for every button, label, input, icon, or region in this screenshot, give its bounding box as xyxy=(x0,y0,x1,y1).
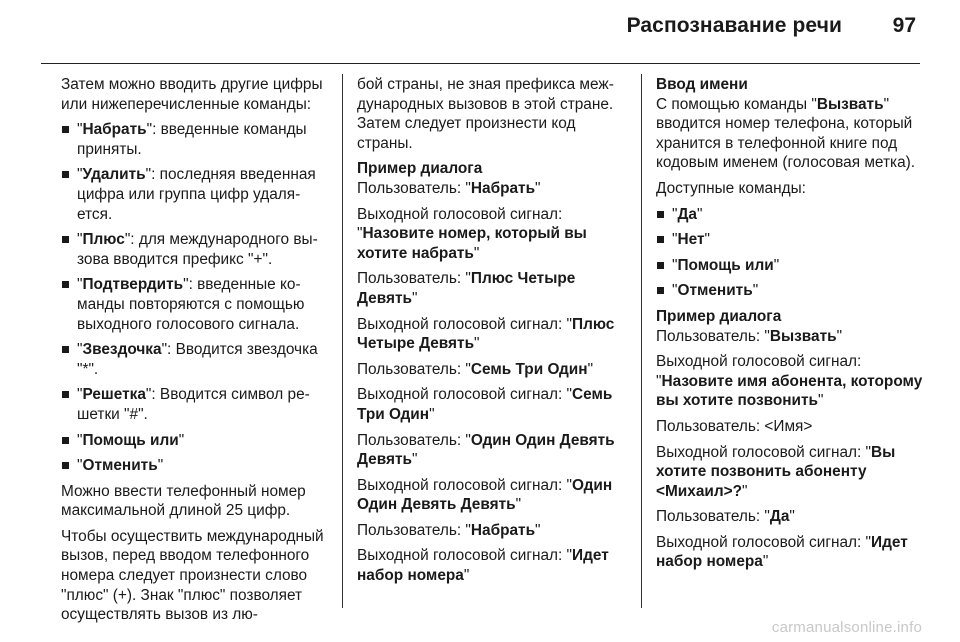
command-name: Решетка xyxy=(82,386,146,404)
command-name: Отменить xyxy=(677,282,753,300)
bullet-icon xyxy=(62,236,69,243)
column-divider xyxy=(641,74,642,608)
column-divider xyxy=(342,74,343,608)
list-item: "Удалить": последняя введенная цифра или группа цифр удаляется. xyxy=(61,165,327,224)
dialog-line: Пользователь: <Имя> xyxy=(656,417,813,435)
list-item: "Помощь или" xyxy=(656,256,924,276)
command-name: Звездочка xyxy=(82,341,162,359)
list-item: "Звездочка": Вводится звездочка "*". xyxy=(61,340,327,379)
dialog-line: Выходной голосовой сигнал: "Назовите номер, который вы хотите набрать" xyxy=(357,205,587,262)
bullet-icon xyxy=(657,262,664,269)
dialog-line: Пользователь: "Да" xyxy=(656,508,795,526)
column-2 xyxy=(357,75,629,592)
dialog-line: Пользователь: "Плюс Четыре Девять" xyxy=(357,270,576,307)
command-name: Помощь или xyxy=(677,256,774,274)
bullet-icon xyxy=(657,236,664,243)
command-name: Плюс xyxy=(82,231,125,249)
section-heading: Ввод имени xyxy=(656,76,748,93)
dialog-line: Пользователь: "Семь Три Один" xyxy=(357,360,594,378)
dialog-line: Выходной голосовой сигнал: "Плюс Четыре Девять" xyxy=(357,315,615,353)
body-paragraph: Доступные команды: xyxy=(656,179,806,197)
dialog-line: Пользователь: "Один Один Девять Девять" xyxy=(357,431,615,469)
bullet-icon xyxy=(62,391,69,398)
body-paragraph: С помощью команды "Вызвать" вводится номер телефона, который хранится в телефонной книге под кодовым именем (голосовая метка). xyxy=(656,95,916,172)
command-name: Удалить xyxy=(82,166,146,184)
list-item: "Нет" xyxy=(656,230,924,250)
bullet-icon xyxy=(657,287,664,294)
dialog-line: Выходной голосовой сигнал: "Идет набор номера" xyxy=(656,533,908,571)
dialog-line: Выходной голосовой сигнал: "Назовите имя абонента, которому вы хотите позвонить" xyxy=(656,353,923,410)
dialog-line: Выходной голосовой сигнал: "Семь Три Один" xyxy=(357,386,613,423)
command-name: Набрать xyxy=(82,121,147,139)
header-divider xyxy=(41,63,920,64)
command-list xyxy=(61,120,327,476)
bullet-icon xyxy=(62,437,69,444)
bullet-icon xyxy=(62,126,69,133)
dialog-line: Пользователь: "Набрать" xyxy=(357,521,541,539)
list-item: "Подтвердить": введенные команды повторяются с помощью выходного голосового сигнала. xyxy=(61,275,327,334)
body-paragraph: Можно ввести телефонный номер максимальной длиной 25 цифр. xyxy=(61,482,306,520)
bullet-icon xyxy=(62,462,69,469)
list-item: "Помощь или" xyxy=(61,431,327,451)
intro-paragraph: Затем можно вводить другие цифры или нижеперечисленные команды: xyxy=(61,76,323,113)
page-number: 97 xyxy=(892,14,916,37)
command-name: Подтвердить xyxy=(82,276,184,294)
command-name: Отменить xyxy=(82,457,158,475)
dialog-line: Пользователь: "Вызвать" xyxy=(656,327,843,345)
column-3 xyxy=(656,75,924,578)
body-paragraph: Чтобы осуществить междунаpодный вызов, перед вводом телефонного номера следует произнести слово "плюс" (+). Знак "плюс" позволяет осуществлять вызов из лю- xyxy=(61,527,324,624)
list-item: "Плюс": для международного вызова вводится префикс "+". xyxy=(61,230,327,269)
dialog-line: Пользователь: "Набрать" xyxy=(357,179,541,197)
section-heading: Пример диалога xyxy=(357,160,483,178)
command-name: Да xyxy=(677,205,697,223)
page-title: Распознавание речи xyxy=(626,14,842,37)
dialog-line: Выходной голосовой сигнал: "Идет набор номера" xyxy=(357,547,609,585)
list-item: "Отменить" xyxy=(656,281,924,301)
column-1 xyxy=(61,75,327,631)
list-item: "Да" xyxy=(656,205,924,225)
list-item: "Набрать": введенные команды приняты. xyxy=(61,120,327,159)
list-item: "Решетка": Вводится символ решетки "#". xyxy=(61,385,327,424)
bullet-icon xyxy=(62,281,69,288)
bullet-icon xyxy=(657,211,664,218)
command-name: Нет xyxy=(677,231,705,249)
command-name: Помощь или xyxy=(82,431,179,449)
bullet-icon xyxy=(62,171,69,178)
command-list xyxy=(656,205,924,301)
list-item: "Отменить" xyxy=(61,456,327,476)
site-watermark: carmanualsonline.info xyxy=(771,619,922,636)
body-paragraph: бой страны, не зная префикса международных вызовов в этой стране. Затем следует произнести код страны. xyxy=(357,76,614,152)
section-heading: Пример диалога xyxy=(656,307,782,325)
bullet-icon xyxy=(62,346,69,353)
dialog-line: Выходной голосовой сигнал: "Вы хотите позвонить абоненту <Михаил>?" xyxy=(656,443,896,500)
dialog-line: Выходной голосовой сигнал: "Один Один Девять Девять" xyxy=(357,476,613,514)
